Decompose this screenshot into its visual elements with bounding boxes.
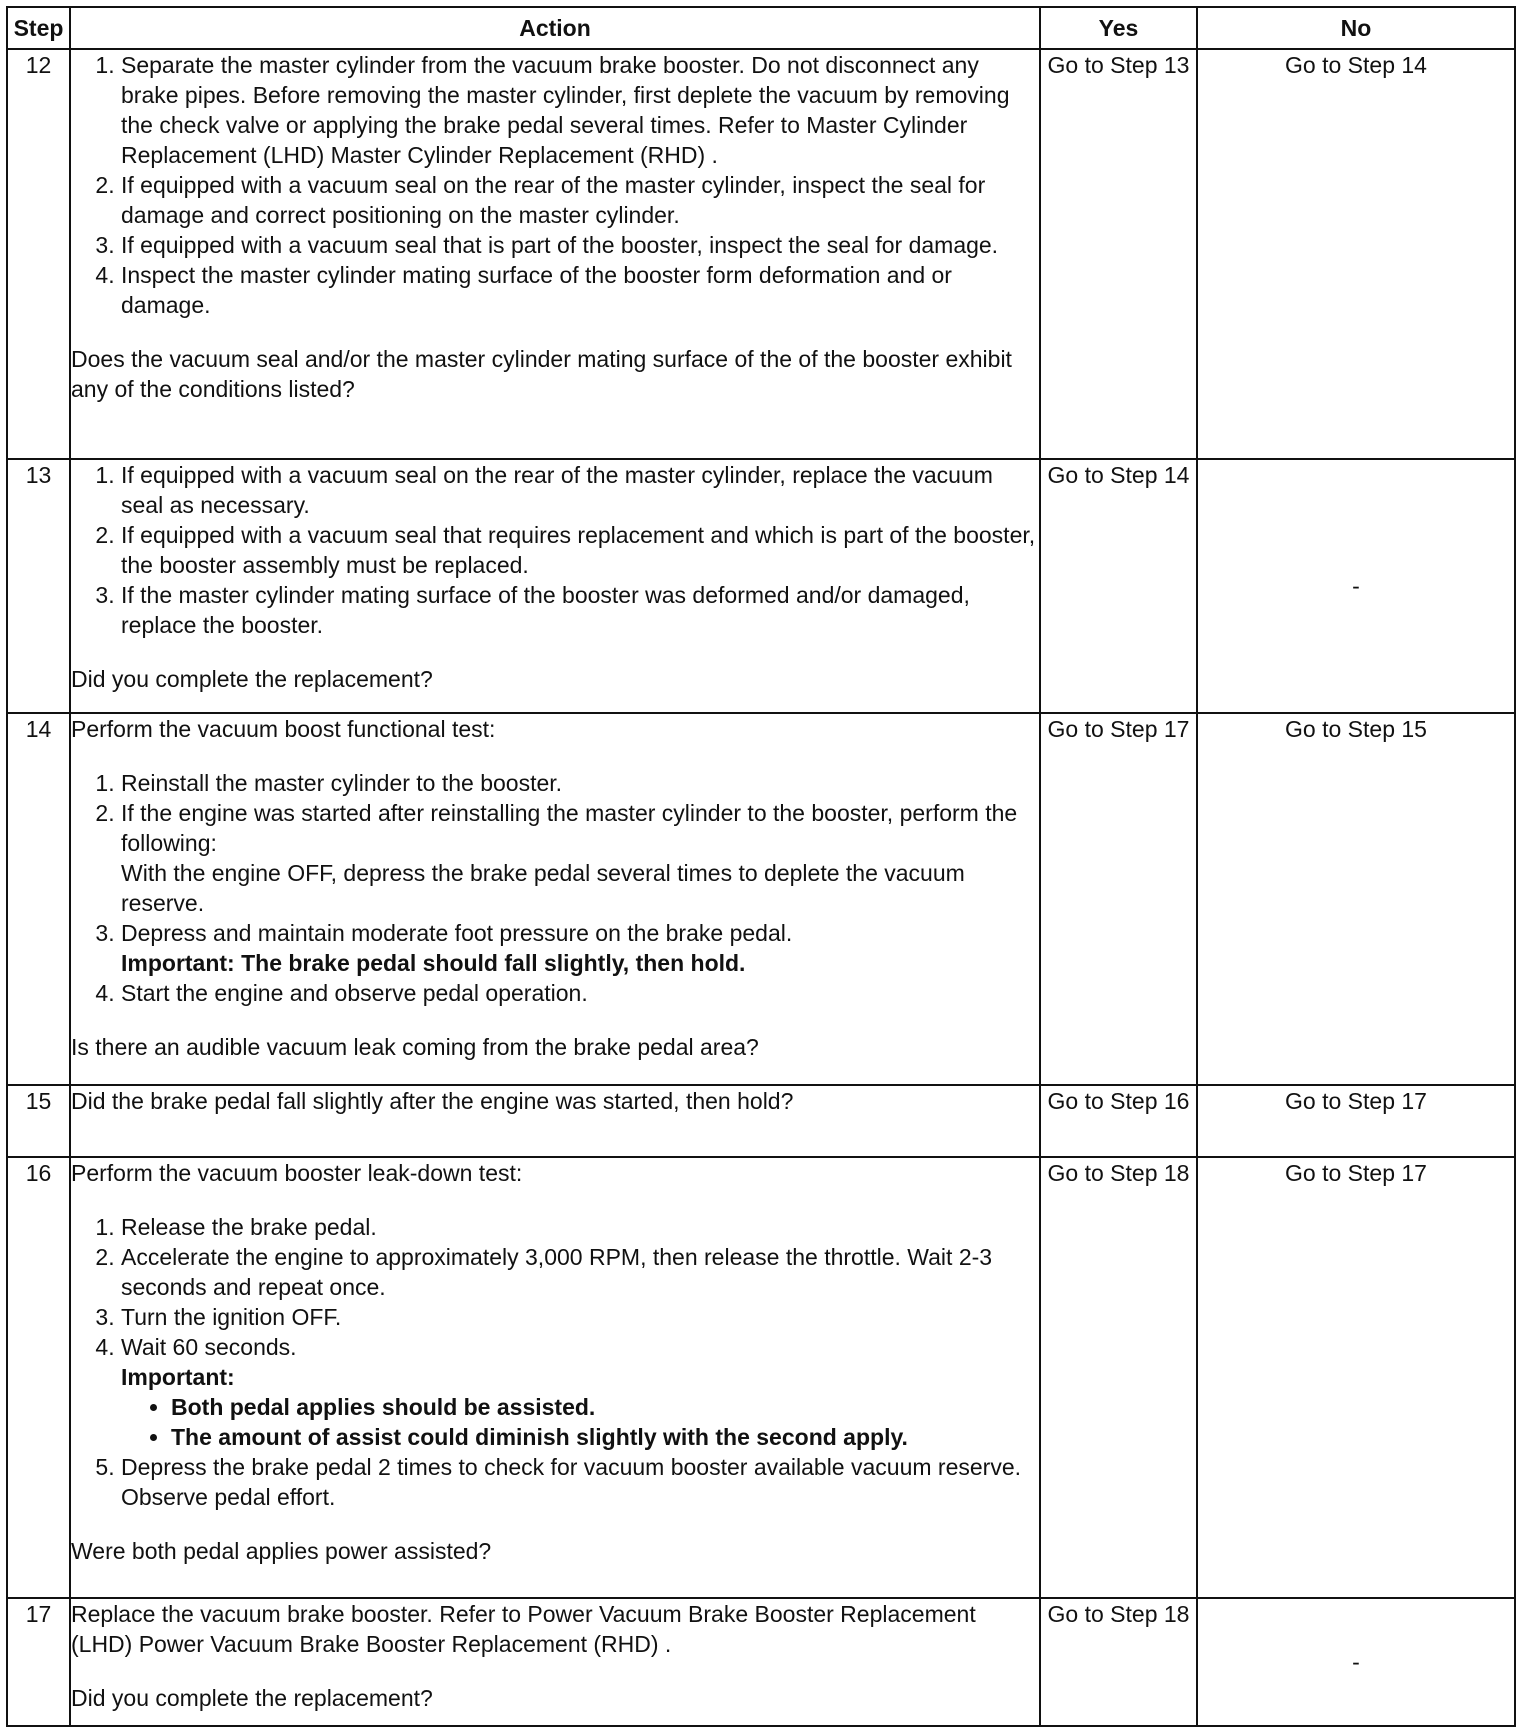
list-item bbox=[121, 768, 1039, 798]
step-number: 16 bbox=[7, 1157, 70, 1598]
header-row bbox=[7, 7, 1515, 49]
header-yes: Yes bbox=[1040, 7, 1197, 49]
step-number: 13 bbox=[7, 459, 70, 713]
step-question: Were both pedal applies power assisted? bbox=[71, 1538, 492, 1564]
important-note: Important: The brake pedal should fall slightly, then hold. bbox=[121, 950, 746, 976]
yes-outcome: Go to Step 18 bbox=[1040, 1157, 1197, 1598]
table-row bbox=[7, 1085, 1515, 1157]
list-item-text: Wait 60 seconds. bbox=[121, 1334, 297, 1360]
no-outcome: Go to Step 17 bbox=[1197, 1085, 1515, 1157]
step-intro: Perform the vacuum boost functional test: bbox=[71, 716, 496, 742]
yes-outcome: Go to Step 18 bbox=[1040, 1598, 1197, 1726]
list-item: 4. Inspect the master cylinder mating surface of the booster form deformation and or damage. bbox=[121, 260, 1039, 320]
action-list bbox=[71, 460, 1039, 640]
table-row bbox=[7, 49, 1515, 459]
header-action: Action bbox=[70, 7, 1040, 49]
list-item bbox=[121, 1242, 1039, 1302]
action-cell bbox=[70, 1157, 1040, 1598]
step-question: Does the vacuum seal and/or the master cylinder mating surface of the of the booster exhibit any of the conditions listed? bbox=[71, 346, 1012, 402]
list-item-text: Accelerate the engine to approximately 3,000 RPM, then release the throttle. Wait 2-3 seconds and repeat once. bbox=[121, 1244, 993, 1300]
list-item bbox=[121, 1452, 1039, 1512]
no-outcome: Go to Step 14 bbox=[1197, 49, 1515, 459]
list-item bbox=[121, 978, 1039, 1008]
list-item-text: Depress the brake pedal 2 times to check for vacuum booster available vacuum reserve. Observe pedal effort. bbox=[121, 1454, 1021, 1510]
yes-outcome: Go to Step 14 bbox=[1040, 459, 1197, 713]
list-item: 2. If equipped with a vacuum seal on the rear of the master cylinder, inspect the seal for damage and correct positioning on the master cylinder. bbox=[121, 170, 1039, 230]
bullet-item: • The amount of assist could diminish slightly with the second apply. bbox=[171, 1422, 1039, 1452]
list-item: 3. If equipped with a vacuum seal that is part of the booster, inspect the seal for damage. bbox=[121, 230, 1039, 260]
list-item-text: Reinstall the master cylinder to the booster. bbox=[121, 770, 563, 796]
action-cell bbox=[70, 459, 1040, 713]
action-list bbox=[71, 50, 1039, 320]
step-number: 17 bbox=[7, 1598, 70, 1726]
list-item-text: If the engine was started after reinstalling the master cylinder to the booster, perform the following: bbox=[121, 800, 1018, 856]
list-item bbox=[121, 1212, 1039, 1242]
list-item: 2. If equipped with a vacuum seal that requires replacement and which is part of the booster, the booster assembly must be replaced. bbox=[121, 520, 1039, 580]
step-number: 15 bbox=[7, 1085, 70, 1157]
no-outcome: - bbox=[1197, 459, 1515, 713]
list-item-text: Turn the ignition OFF. bbox=[121, 1304, 342, 1330]
list-item bbox=[121, 1302, 1039, 1332]
step-question: Did you complete the replacement? bbox=[71, 666, 433, 692]
list-item bbox=[121, 798, 1039, 918]
table-row bbox=[7, 459, 1515, 713]
no-outcome: Go to Step 17 bbox=[1197, 1157, 1515, 1598]
step-number: 12 bbox=[7, 49, 70, 459]
step-question: Did you complete the replacement? bbox=[71, 1685, 433, 1711]
table-row bbox=[7, 1598, 1515, 1726]
yes-outcome: Go to Step 16 bbox=[1040, 1085, 1197, 1157]
header-no: No bbox=[1197, 7, 1515, 49]
step-text: Replace the vacuum brake booster. Refer to Power Vacuum Brake Booster Replacement (LHD) Power Vacuum Brake Booster Replacement (RHD) . bbox=[71, 1601, 976, 1657]
action-cell bbox=[70, 713, 1040, 1085]
header-step: Step bbox=[7, 7, 70, 49]
action-list bbox=[71, 1212, 1039, 1512]
yes-outcome: Go to Step 13 bbox=[1040, 49, 1197, 459]
list-item-text: Depress and maintain moderate foot pressure on the brake pedal. bbox=[121, 920, 793, 946]
table-row bbox=[7, 713, 1515, 1085]
important-label: Important: bbox=[121, 1364, 235, 1390]
list-item: 1. If equipped with a vacuum seal on the rear of the master cylinder, replace the vacuum seal as necessary. bbox=[121, 460, 1039, 520]
step-question: Did the brake pedal fall slightly after the engine was started, then hold? bbox=[71, 1088, 794, 1114]
action-cell bbox=[70, 1598, 1040, 1726]
action-cell bbox=[70, 49, 1040, 459]
list-item-subtext: With the engine OFF, depress the brake pedal several times to deplete the vacuum reserve. bbox=[121, 860, 965, 916]
table-row bbox=[7, 1157, 1515, 1598]
action-cell bbox=[70, 1085, 1040, 1157]
step-question: Is there an audible vacuum leak coming from the brake pedal area? bbox=[71, 1034, 759, 1060]
list-item-text: Release the brake pedal. bbox=[121, 1214, 377, 1240]
no-outcome: - bbox=[1197, 1598, 1515, 1726]
list-item bbox=[121, 1332, 1039, 1452]
list-item bbox=[121, 918, 1039, 978]
list-item: 1. Separate the master cylinder from the vacuum brake booster. Do not disconnect any brake pipes. Before removing the master cylinder, first deplete the vacuum by removing the check valve or applying the brake pedal several times. Refer to Master Cylinder Replacement (LHD) Master Cylinder Replacement (RHD) . bbox=[121, 50, 1039, 170]
list-item: 3. If the master cylinder mating surface of the booster was deformed and/or damaged, replace the booster. bbox=[121, 580, 1039, 640]
step-number: 14 bbox=[7, 713, 70, 1085]
action-list bbox=[71, 768, 1039, 1008]
no-outcome: Go to Step 15 bbox=[1197, 713, 1515, 1085]
step-intro: Perform the vacuum booster leak-down test: bbox=[71, 1160, 523, 1186]
diagnostic-table bbox=[6, 6, 1516, 1727]
list-item-text: Start the engine and observe pedal operation. bbox=[121, 980, 588, 1006]
bullet-item: • Both pedal applies should be assisted. bbox=[171, 1392, 1039, 1422]
yes-outcome: Go to Step 17 bbox=[1040, 713, 1197, 1085]
important-bullets bbox=[121, 1392, 1039, 1452]
